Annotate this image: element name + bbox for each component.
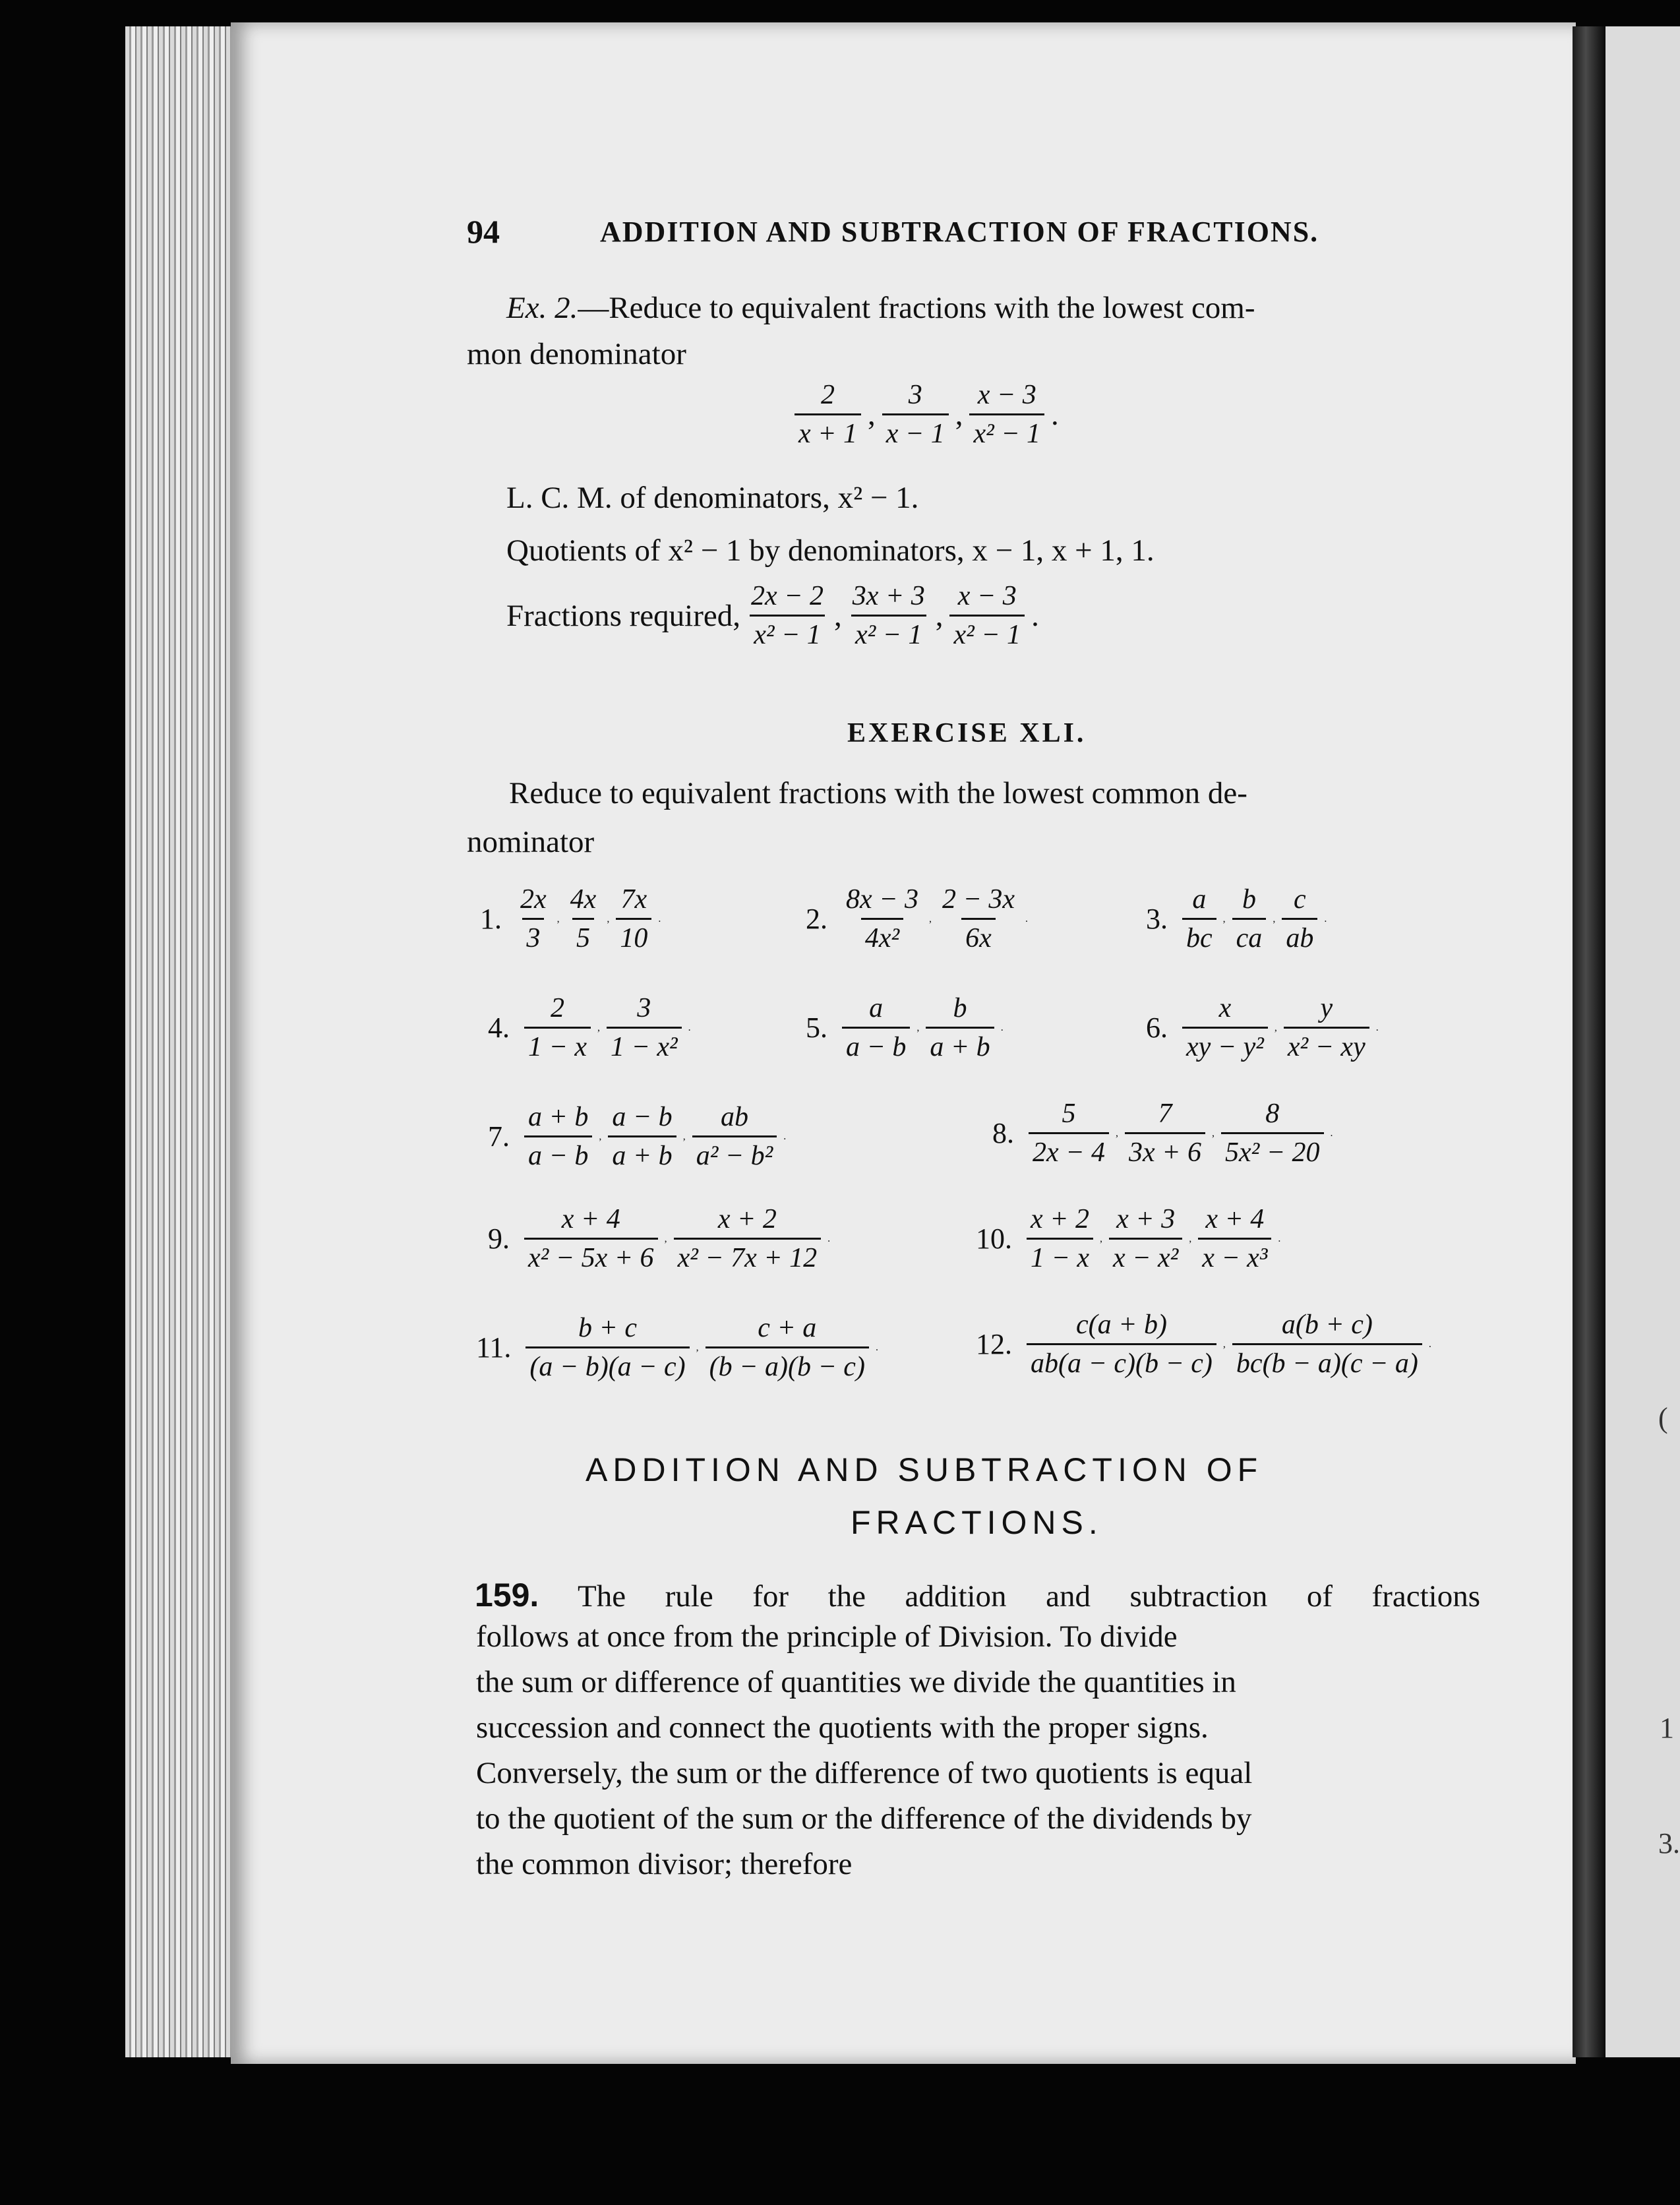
fraction: $\frac{5}{2x - 4}$ [1029, 1098, 1109, 1168]
paragraph-number: 159. [475, 1577, 539, 1614]
fraction: $\frac{7x}{10}$ [616, 884, 651, 954]
page-number: 94 [467, 213, 500, 250]
fraction: $\frac{y}{\text{x² − xy}}$ [1284, 992, 1369, 1063]
exercise-instruction-2: nominator [467, 825, 595, 859]
required-fractions: Fractions required, $\frac{2x - 2}{\text{x² − 1}}$ , $\frac{3x + 3}{\text{x² − 1}}$ , $\frac{x - 3}{\text{x² − 1}}$ . [506, 581, 1039, 650]
quotients-line: Quotients of x² − 1 by denominators, x − 1, x + 1, 1. [506, 533, 1155, 568]
fraction: $\frac{x + 2}{\text{x² − 7x + 12}}$ [674, 1203, 822, 1274]
problem-12: 12. $\frac{c(a + b)}{ab(a - c)(b - c)}$ , $\frac{a(b + c)}{bc(b - a)(c - a)}$ . [976, 1310, 1431, 1379]
fraction: $\frac{a - b}{a + b}$ [608, 1101, 676, 1172]
problem-8: 8. $\frac{5}{2x - 4}$ , $\frac{7}{3x + 6}$ , $\frac{8}{\text{5x² − 20}}$ . [992, 1099, 1333, 1168]
problem-5: 5. $\frac{a}{a - b}$ , $\frac{b}{a + b}$ . [806, 993, 1004, 1062]
fraction: $\frac{a(b + c)}{bc(b - a)(c - a)}$ [1232, 1309, 1422, 1379]
fraction: $\frac{2x - 2}{\text{x² − 1}}$ [751, 581, 824, 650]
fraction: $\frac{a}{a - b}$ [842, 992, 910, 1063]
fraction: $\frac{a + b}{a - b}$ [524, 1101, 592, 1172]
paragraph-line: Conversely, the sum or the difference of two quotients is equal [476, 1756, 1253, 1790]
facing-page-mark: ( [1658, 1402, 1668, 1434]
facing-page-mark: 3. [1658, 1827, 1680, 1859]
fraction: $\frac{3}{\text{1 − x²}}$ [607, 992, 682, 1063]
problem-3: 3. $\frac{a}{bc}$ , $\frac{b}{ca}$ , $\frac{c}{ab}$ . [1146, 884, 1327, 953]
fraction: $\frac{c(a + b)}{ab(a - c)(b - c)}$ [1027, 1309, 1216, 1379]
problem-4: 4. $\frac{2}{1 - x}$ , $\frac{3}{\text{1 − x²}}$ . [488, 993, 691, 1062]
fraction: $\frac{2}{x + 1}$ [795, 379, 861, 450]
page-edges [125, 26, 244, 2057]
fraction: $\frac{ab}{\text{a² − b²}}$ [692, 1101, 777, 1172]
fraction: $\frac{4x}{5}$ [570, 884, 597, 953]
section-title-line-1: ADDITION AND SUBTRACTION OF [585, 1451, 1263, 1488]
lcm-line: L. C. M. of denominators, x² − 1. [506, 481, 919, 515]
fraction: $\frac{x - 3}{\text{x² − 1}}$ [969, 379, 1044, 450]
fraction: $\frac{x + 4}{\text{x − x³}}$ [1198, 1203, 1271, 1274]
problem-11: 11. $\frac{b + c}{(a - b)(a - c)}$ , $\frac{c + a}{(b - a)(b - c)}$ . [476, 1313, 878, 1382]
paragraph-line: the common divisor; therefore [476, 1847, 853, 1881]
problem-10: 10. $\frac{x + 2}{1 - x}$ , $\frac{x + 3}{\text{x − x²}}$ , $\frac{x + 4}{\text{x − x³}}$ . [976, 1204, 1281, 1273]
book-gutter [1573, 26, 1605, 2057]
example-label: Ex. 2. [506, 291, 578, 325]
fraction: $\frac{8}{\text{5x² − 20}}$ [1221, 1098, 1324, 1168]
paragraph-line: follows at once from the principle of Division. To divide [476, 1619, 1178, 1654]
fraction: $\frac{3}{x - 1}$ [882, 379, 949, 450]
given-fractions: $\frac{2}{x + 1}$ , $\frac{3}{x - 1}$ , $\frac{x - 3}{\text{x² − 1}}$ . [788, 379, 1059, 450]
fraction: $\frac{b}{a + b}$ [926, 992, 994, 1063]
fraction: $\frac{b + c}{(a - b)(a - c)}$ [525, 1312, 689, 1383]
problem-1: 1. $\frac{2x}{3}$ , $\frac{4x}{5}$ , $\frac{7x}{10}$ . [480, 884, 661, 953]
paragraph-line: succession and connect the quotients with the proper signs. [476, 1710, 1209, 1745]
fraction: $\frac{b}{ca}$ [1232, 884, 1267, 954]
fraction: $\frac{2}{1 - x}$ [524, 992, 591, 1063]
paragraph-line: the sum or difference of quantities we divide the quantities in [476, 1665, 1236, 1699]
running-title: ADDITION AND SUBTRACTION OF FRACTIONS. [600, 216, 1319, 248]
problem-7: 7. $\frac{a + b}{a - b}$ , $\frac{a - b}{a + b}$ , $\frac{ab}{\text{a² − b²}}$ . [488, 1102, 787, 1171]
fraction: $\frac{3x + 3}{\text{x² − 1}}$ [852, 581, 925, 650]
exercise-title: EXERCISE XLI. [847, 718, 1087, 748]
paragraph-line: to the quotient of the sum or the difference of the dividends by [476, 1801, 1252, 1836]
example-intro-text: —Reduce to equivalent fractions with the lowest com- [578, 291, 1255, 325]
problem-2: 2. $\frac{8x - 3}{\text{4x²}}$ , $\frac{2 - 3x}{6x}$ . [806, 884, 1028, 953]
fraction: $\frac{2 - 3x}{6x}$ [942, 884, 1015, 953]
example-intro-line-2: mon denominator [467, 337, 686, 371]
paragraph-159 [475, 1573, 1480, 1619]
section-title-line-2: FRACTIONS. [851, 1504, 1103, 1541]
paragraph-line: 159. The rule for the addition and subtraction of fractions [475, 1577, 1480, 1614]
fraction: $\frac{x - 3}{\text{x² − 1}}$ [949, 580, 1025, 651]
fraction: $\frac{8x - 3}{\text{4x²}}$ [846, 884, 918, 953]
fraction: $\frac{2x}{3}$ [520, 884, 547, 953]
fraction: $\frac{7}{3x + 6}$ [1125, 1098, 1205, 1168]
fractions-label: Fractions required, [506, 598, 741, 633]
fraction: $\frac{c + a}{(b - a)(b - c)}$ [705, 1312, 869, 1383]
facing-page [1605, 26, 1680, 2057]
problem-9: 9. $\frac{x + 4}{\text{x² − 5x + 6}}$ , $\frac{x + 2}{\text{x² − 7x + 12}}$ . [488, 1204, 831, 1273]
fraction: $\frac{x}{\text{xy − y²}}$ [1182, 992, 1268, 1063]
problem-6: 6. $\frac{x}{\text{xy − y²}}$ , $\frac{y}{\text{x² − xy}}$ . [1146, 993, 1379, 1062]
facing-page-mark: 1 [1660, 1712, 1674, 1744]
fraction: $\frac{x + 3}{\text{x − x²}}$ [1109, 1203, 1182, 1274]
fraction: $\frac{c}{ab}$ [1282, 884, 1317, 954]
example-intro-line-1 [506, 290, 1255, 326]
fraction: $\frac{a}{bc}$ [1182, 884, 1216, 954]
exercise-instruction-1: Reduce to equivalent fractions with the lowest common de- [509, 776, 1247, 810]
fraction: $\frac{x + 4}{\text{x² − 5x + 6}}$ [524, 1203, 658, 1274]
fraction: $\frac{x + 2}{1 - x}$ [1027, 1203, 1093, 1274]
